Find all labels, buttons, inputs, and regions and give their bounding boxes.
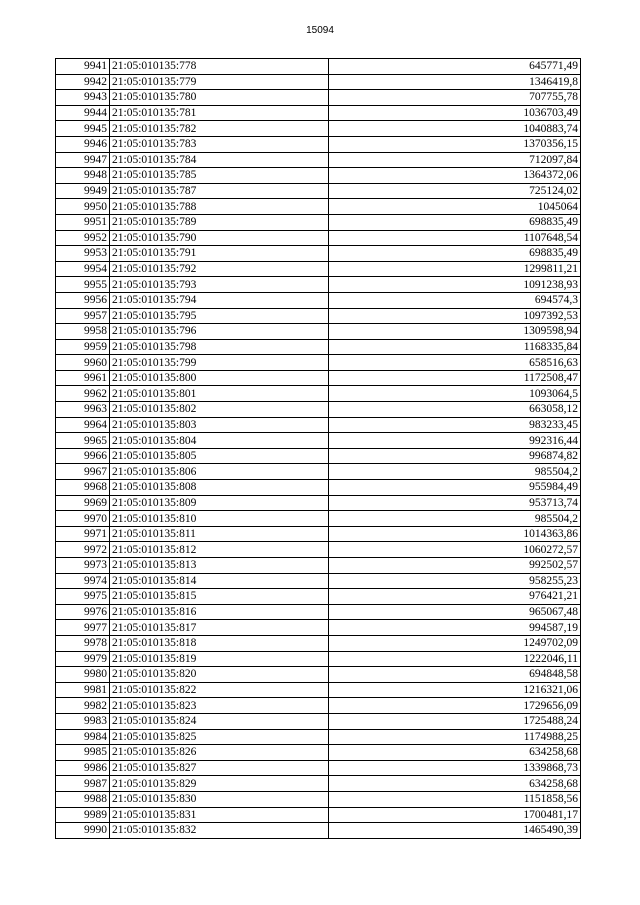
cadastral-value-cell: 1060272,57 [329, 542, 581, 558]
table-row [56, 823, 581, 839]
table-row [56, 370, 581, 386]
table-row [56, 90, 581, 106]
cadastral-value-cell: 1249702,09 [329, 635, 581, 651]
table-row [56, 402, 581, 418]
cadastral-number-cell: 21:05:010135:831 [110, 807, 329, 823]
row-number-cell: 9945 [56, 121, 110, 137]
cadastral-value-cell: 1168335,84 [329, 339, 581, 355]
table-row [56, 339, 581, 355]
cadastral-number-cell: 21:05:010135:782 [110, 121, 329, 137]
table-row [56, 682, 581, 698]
cadastral-value-cell: 955984,49 [329, 480, 581, 496]
cadastral-value-cell: 1045064 [329, 199, 581, 215]
cadastral-value-cell: 1299811,21 [329, 261, 581, 277]
row-number-cell: 9967 [56, 464, 110, 480]
cadastral-number-cell: 21:05:010135:805 [110, 448, 329, 464]
table-row [56, 230, 581, 246]
table-row [56, 526, 581, 542]
cadastral-value-cell: 698835,49 [329, 214, 581, 230]
row-number-cell: 9983 [56, 713, 110, 729]
cadastral-value-cell: 1465490,39 [329, 823, 581, 839]
cadastral-number-cell: 21:05:010135:780 [110, 90, 329, 106]
cadastral-value-cell: 1309598,94 [329, 324, 581, 340]
row-number-cell: 9964 [56, 417, 110, 433]
registry-table [55, 58, 581, 839]
cadastral-number-cell: 21:05:010135:788 [110, 199, 329, 215]
cadastral-value-cell: 694848,58 [329, 667, 581, 683]
cadastral-value-cell: 992502,57 [329, 558, 581, 574]
cadastral-value-cell: 634258,68 [329, 745, 581, 761]
cadastral-number-cell: 21:05:010135:824 [110, 713, 329, 729]
cadastral-value-cell: 725124,02 [329, 183, 581, 199]
cadastral-value-cell: 694574,3 [329, 292, 581, 308]
table-row [56, 355, 581, 371]
row-number-cell: 9971 [56, 526, 110, 542]
row-number-cell: 9952 [56, 230, 110, 246]
cadastral-value-cell: 1346419,8 [329, 74, 581, 90]
table-row [56, 713, 581, 729]
table-row [56, 246, 581, 262]
cadastral-value-cell: 1339868,73 [329, 760, 581, 776]
table-row [56, 791, 581, 807]
table-row [56, 199, 581, 215]
cadastral-number-cell: 21:05:010135:820 [110, 667, 329, 683]
row-number-cell: 9955 [56, 277, 110, 293]
row-number-cell: 9965 [56, 433, 110, 449]
cadastral-number-cell: 21:05:010135:793 [110, 277, 329, 293]
cadastral-number-cell: 21:05:010135:829 [110, 776, 329, 792]
row-number-cell: 9949 [56, 183, 110, 199]
row-number-cell: 9978 [56, 635, 110, 651]
cadastral-number-cell: 21:05:010135:825 [110, 729, 329, 745]
cadastral-value-cell: 712097,84 [329, 152, 581, 168]
table-row [56, 573, 581, 589]
cadastral-number-cell: 21:05:010135:818 [110, 635, 329, 651]
cadastral-number-cell: 21:05:010135:814 [110, 573, 329, 589]
cadastral-number-cell: 21:05:010135:779 [110, 74, 329, 90]
cadastral-number-cell: 21:05:010135:795 [110, 308, 329, 324]
table-row [56, 776, 581, 792]
row-number-cell: 9981 [56, 682, 110, 698]
cadastral-value-cell: 1216321,06 [329, 682, 581, 698]
cadastral-number-cell: 21:05:010135:823 [110, 698, 329, 714]
cadastral-number-cell: 21:05:010135:798 [110, 339, 329, 355]
cadastral-value-cell: 958255,23 [329, 573, 581, 589]
row-number-cell: 9969 [56, 495, 110, 511]
cadastral-number-cell: 21:05:010135:804 [110, 433, 329, 449]
row-number-cell: 9950 [56, 199, 110, 215]
cadastral-number-cell: 21:05:010135:785 [110, 168, 329, 184]
cadastral-number-cell: 21:05:010135:812 [110, 542, 329, 558]
table-row [56, 277, 581, 293]
table-row [56, 807, 581, 823]
row-number-cell: 9958 [56, 324, 110, 340]
table-row [56, 480, 581, 496]
cadastral-number-cell: 21:05:010135:827 [110, 760, 329, 776]
table-row [56, 183, 581, 199]
cadastral-number-cell: 21:05:010135:791 [110, 246, 329, 262]
table-row [56, 308, 581, 324]
row-number-cell: 9941 [56, 59, 110, 75]
table-row [56, 604, 581, 620]
cadastral-value-cell: 1040883,74 [329, 121, 581, 137]
row-number-cell: 9975 [56, 589, 110, 605]
row-number-cell: 9946 [56, 136, 110, 152]
cadastral-value-cell: 1364372,06 [329, 168, 581, 184]
cadastral-value-cell: 992316,44 [329, 433, 581, 449]
table-row [56, 511, 581, 527]
cadastral-number-cell: 21:05:010135:802 [110, 402, 329, 418]
cadastral-number-cell: 21:05:010135:801 [110, 386, 329, 402]
cadastral-number-cell: 21:05:010135:808 [110, 480, 329, 496]
cadastral-number-cell: 21:05:010135:783 [110, 136, 329, 152]
row-number-cell: 9973 [56, 558, 110, 574]
cadastral-value-cell: 985504,2 [329, 464, 581, 480]
row-number-cell: 9982 [56, 698, 110, 714]
table-row [56, 448, 581, 464]
cadastral-value-cell: 1700481,17 [329, 807, 581, 823]
cadastral-number-cell: 21:05:010135:790 [110, 230, 329, 246]
cadastral-value-cell: 1093064,5 [329, 386, 581, 402]
table-row [56, 558, 581, 574]
cadastral-number-cell: 21:05:010135:816 [110, 604, 329, 620]
cadastral-value-cell: 1014363,86 [329, 526, 581, 542]
cadastral-number-cell: 21:05:010135:803 [110, 417, 329, 433]
row-number-cell: 9943 [56, 90, 110, 106]
cadastral-value-cell: 1174988,25 [329, 729, 581, 745]
row-number-cell: 9970 [56, 511, 110, 527]
cadastral-value-cell: 1036703,49 [329, 105, 581, 121]
cadastral-value-cell: 996874,82 [329, 448, 581, 464]
cadastral-value-cell: 1091238,93 [329, 277, 581, 293]
row-number-cell: 9953 [56, 246, 110, 262]
row-number-cell: 9961 [56, 370, 110, 386]
cadastral-number-cell: 21:05:010135:800 [110, 370, 329, 386]
cadastral-number-cell: 21:05:010135:809 [110, 495, 329, 511]
table-row [56, 433, 581, 449]
cadastral-value-cell: 1222046,11 [329, 651, 581, 667]
cadastral-value-cell: 953713,74 [329, 495, 581, 511]
table-row [56, 464, 581, 480]
cadastral-number-cell: 21:05:010135:799 [110, 355, 329, 371]
row-number-cell: 9959 [56, 339, 110, 355]
row-number-cell: 9986 [56, 760, 110, 776]
cadastral-number-cell: 21:05:010135:781 [110, 105, 329, 121]
row-number-cell: 9984 [56, 729, 110, 745]
table-row [56, 729, 581, 745]
row-number-cell: 9944 [56, 105, 110, 121]
cadastral-number-cell: 21:05:010135:832 [110, 823, 329, 839]
table-row [56, 292, 581, 308]
cadastral-number-cell: 21:05:010135:794 [110, 292, 329, 308]
cadastral-value-cell: 965067,48 [329, 604, 581, 620]
row-number-cell: 9966 [56, 448, 110, 464]
cadastral-number-cell: 21:05:010135:822 [110, 682, 329, 698]
row-number-cell: 9976 [56, 604, 110, 620]
table-row [56, 745, 581, 761]
cadastral-number-cell: 21:05:010135:810 [110, 511, 329, 527]
cadastral-value-cell: 985504,2 [329, 511, 581, 527]
table-row [56, 261, 581, 277]
cadastral-value-cell: 1151858,56 [329, 791, 581, 807]
table-row [56, 651, 581, 667]
cadastral-number-cell: 21:05:010135:813 [110, 558, 329, 574]
cadastral-number-cell: 21:05:010135:778 [110, 59, 329, 75]
table-row [56, 495, 581, 511]
row-number-cell: 9956 [56, 292, 110, 308]
cadastral-number-cell: 21:05:010135:819 [110, 651, 329, 667]
table-row [56, 121, 581, 137]
row-number-cell: 9962 [56, 386, 110, 402]
table-row [56, 589, 581, 605]
cadastral-value-cell: 698835,49 [329, 246, 581, 262]
cadastral-value-cell: 663058,12 [329, 402, 581, 418]
cadastral-number-cell: 21:05:010135:811 [110, 526, 329, 542]
table-row [56, 105, 581, 121]
row-number-cell: 9957 [56, 308, 110, 324]
cadastral-number-cell: 21:05:010135:784 [110, 152, 329, 168]
cadastral-value-cell: 1107648,54 [329, 230, 581, 246]
cadastral-value-cell: 1097392,53 [329, 308, 581, 324]
cadastral-value-cell: 976421,21 [329, 589, 581, 605]
cadastral-number-cell: 21:05:010135:789 [110, 214, 329, 230]
row-number-cell: 9974 [56, 573, 110, 589]
table-row [56, 59, 581, 75]
cadastral-number-cell: 21:05:010135:796 [110, 324, 329, 340]
cadastral-number-cell: 21:05:010135:817 [110, 620, 329, 636]
row-number-cell: 9988 [56, 791, 110, 807]
row-number-cell: 9990 [56, 823, 110, 839]
table-row [56, 214, 581, 230]
row-number-cell: 9954 [56, 261, 110, 277]
cadastral-number-cell: 21:05:010135:787 [110, 183, 329, 199]
cadastral-number-cell: 21:05:010135:815 [110, 589, 329, 605]
row-number-cell: 9960 [56, 355, 110, 371]
table-row [56, 667, 581, 683]
table-row [56, 620, 581, 636]
table-row [56, 760, 581, 776]
table-row [56, 152, 581, 168]
table-row [56, 417, 581, 433]
row-number-cell: 9985 [56, 745, 110, 761]
row-number-cell: 9979 [56, 651, 110, 667]
row-number-cell: 9987 [56, 776, 110, 792]
cadastral-number-cell: 21:05:010135:792 [110, 261, 329, 277]
cadastral-value-cell: 1729656,09 [329, 698, 581, 714]
table-row [56, 698, 581, 714]
table-row [56, 324, 581, 340]
row-number-cell: 9977 [56, 620, 110, 636]
cadastral-number-cell: 21:05:010135:830 [110, 791, 329, 807]
cadastral-value-cell: 1725488,24 [329, 713, 581, 729]
row-number-cell: 9951 [56, 214, 110, 230]
table-row [56, 74, 581, 90]
table-row [56, 168, 581, 184]
table-row [56, 136, 581, 152]
registry-table-body [56, 59, 581, 839]
table-row [56, 635, 581, 651]
cadastral-number-cell: 21:05:010135:826 [110, 745, 329, 761]
row-number-cell: 9963 [56, 402, 110, 418]
cadastral-number-cell: 21:05:010135:806 [110, 464, 329, 480]
cadastral-value-cell: 994587,19 [329, 620, 581, 636]
cadastral-value-cell: 983233,45 [329, 417, 581, 433]
cadastral-value-cell: 707755,78 [329, 90, 581, 106]
row-number-cell: 9968 [56, 480, 110, 496]
row-number-cell: 9947 [56, 152, 110, 168]
row-number-cell: 9942 [56, 74, 110, 90]
cadastral-value-cell: 658516,63 [329, 355, 581, 371]
cadastral-value-cell: 634258,68 [329, 776, 581, 792]
cadastral-value-cell: 1370356,15 [329, 136, 581, 152]
row-number-cell: 9948 [56, 168, 110, 184]
table-row [56, 542, 581, 558]
page-number: 15094 [306, 25, 334, 36]
row-number-cell: 9989 [56, 807, 110, 823]
row-number-cell: 9972 [56, 542, 110, 558]
cadastral-value-cell: 645771,49 [329, 59, 581, 75]
cadastral-value-cell: 1172508,47 [329, 370, 581, 386]
row-number-cell: 9980 [56, 667, 110, 683]
table-row [56, 386, 581, 402]
